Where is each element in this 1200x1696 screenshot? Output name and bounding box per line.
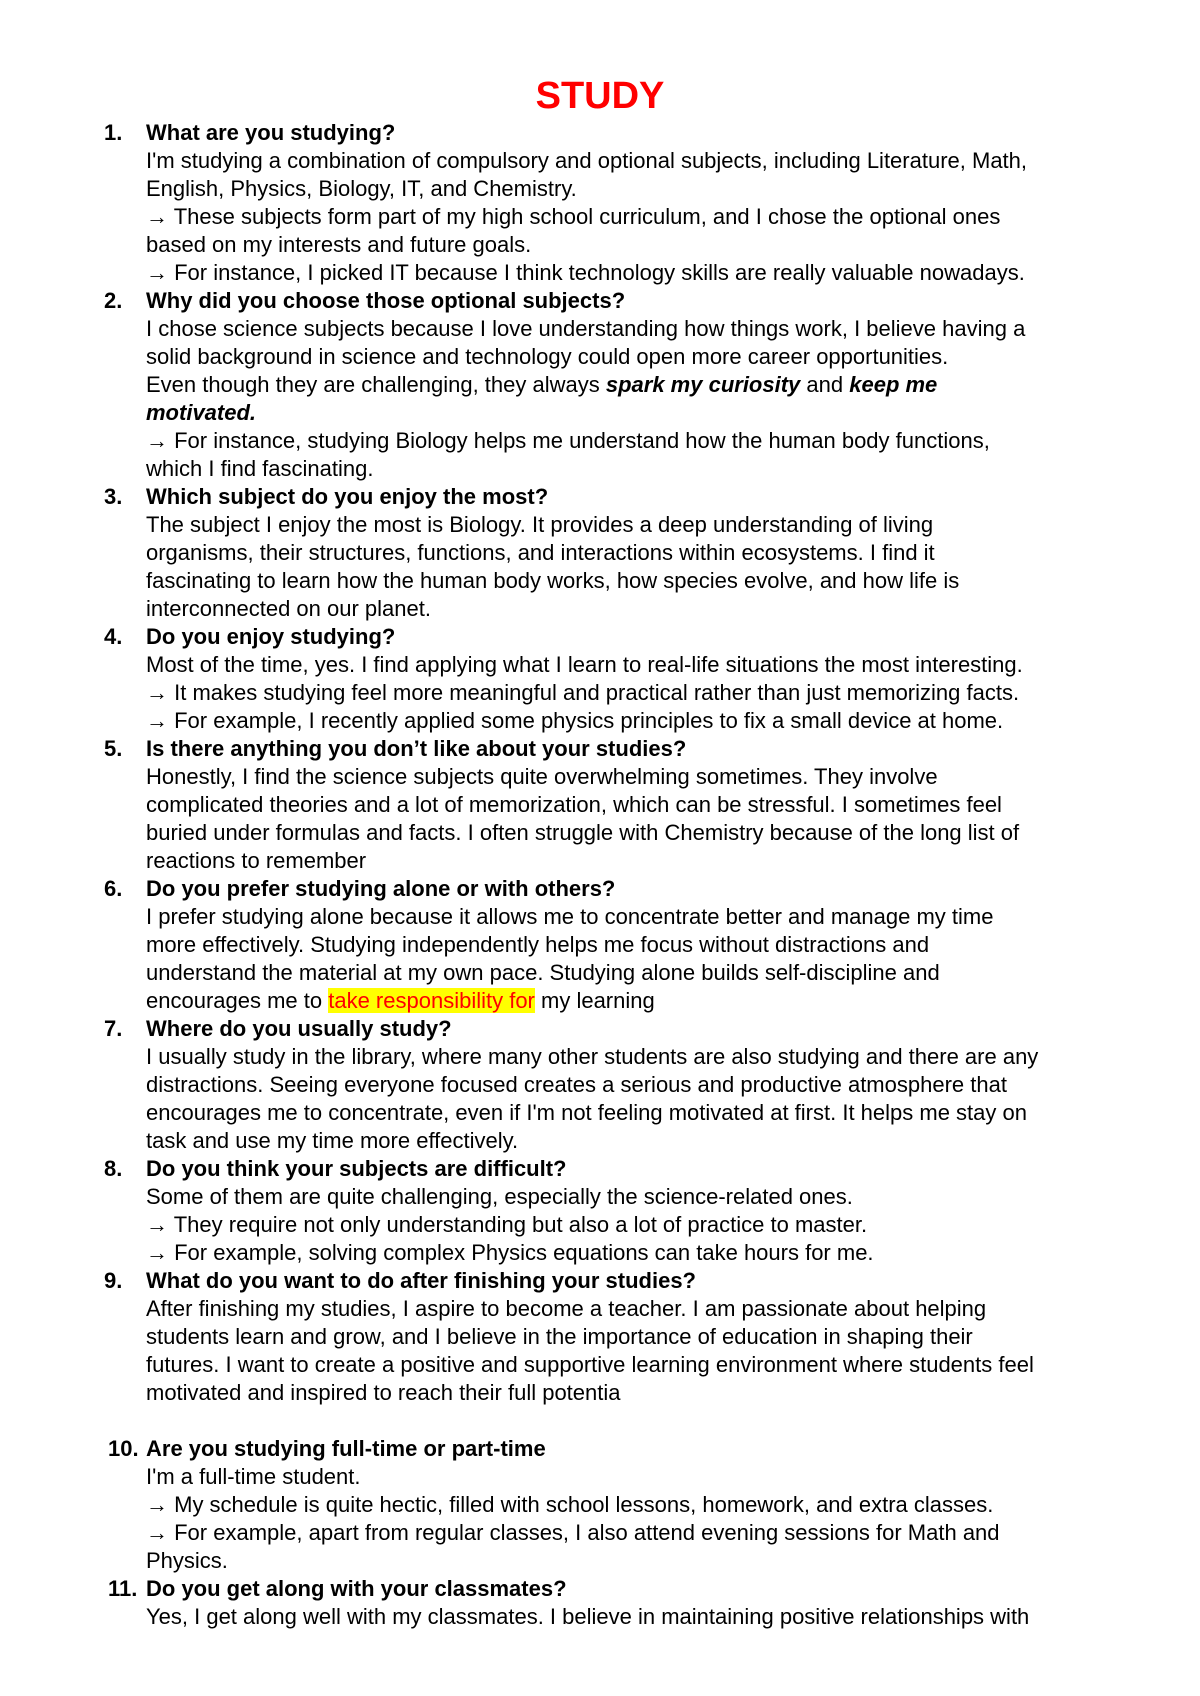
answer-line: motivated and inspired to reach their full potentia — [146, 1380, 621, 1405]
question-text: Do you enjoy studying? — [146, 624, 396, 649]
question-text: Is there anything you don’t like about your studies? — [146, 736, 687, 761]
answer-line: fascinating to learn how the human body works, how species evolve, and how life is — [146, 568, 960, 593]
answer-line: → My schedule is quite hectic, filled with school lessons, homework, and extra classes. — [146, 1492, 994, 1517]
answer-line: → These subjects form part of my high school curriculum, and I chose the optional ones — [146, 204, 1001, 229]
question-text: Where do you usually study? — [146, 1016, 452, 1041]
answer-line: interconnected on our planet. — [146, 596, 431, 621]
answer-line: Some of them are quite challenging, especially the science-related ones. — [146, 1184, 853, 1209]
answer-line: I usually study in the library, where many other students are also studying and there are any — [146, 1044, 1039, 1069]
question-text: Do you think your subjects are difficult? — [146, 1156, 567, 1181]
answer-line: I chose science subjects because I love understanding how things work, I believe having a — [146, 316, 1026, 341]
answer-line — [146, 371, 937, 399]
answer-line: After finishing my studies, I aspire to become a teacher. I am passionate about helping — [146, 1296, 987, 1321]
answer-line: → For instance, studying Biology helps me understand how the human body functions, — [146, 428, 990, 453]
question-number: 2. — [104, 288, 123, 313]
answer-line: I prefer studying alone because it allows me to concentrate better and manage my time — [146, 904, 994, 929]
answer-line: based on my interests and future goals. — [146, 232, 532, 257]
question-number: 9. — [104, 1268, 123, 1293]
answer-line: understand the material at my own pace. Studying alone builds self-discipline and — [146, 960, 940, 985]
answer-line: reactions to remember — [146, 848, 367, 873]
question-number: 5. — [104, 736, 123, 761]
highlighted-text: take responsibility for — [328, 988, 535, 1013]
emphasis-text: keep me — [849, 372, 938, 397]
answer-line: → They require not only understanding but also a lot of practice to master. — [146, 1212, 868, 1237]
answer-line: → For example, apart from regular classes, I also attend evening sessions for Math and — [146, 1520, 1000, 1545]
answer-line: which I find fascinating. — [146, 456, 374, 481]
question-number: 3. — [104, 484, 123, 509]
answer-text: Even though they are challenging, they always — [146, 372, 606, 397]
answer-line: I'm studying a combination of compulsory and optional subjects, including Literature, Math, — [146, 148, 1028, 173]
answer-line: → For instance, I picked IT because I think technology skills are really valuable nowadays. — [146, 260, 1025, 285]
answer-line: Most of the time, yes. I find applying what I learn to real-life situations the most interesting. — [146, 652, 1023, 677]
answer-text: and — [800, 372, 850, 397]
answer-line: English, Physics, Biology, IT, and Chemistry. — [146, 176, 577, 201]
answer-line: Physics. — [146, 1548, 228, 1573]
answer-line: more effectively. Studying independently helps me focus without distractions and — [146, 932, 930, 957]
answer-line: solid background in science and technology could open more career opportunities. — [146, 344, 949, 369]
answer-line: → It makes studying feel more meaningful and practical rather than just memorizing facts. — [146, 680, 1020, 705]
answer-line: distractions. Seeing everyone focused creates a serious and productive atmosphere that — [146, 1072, 1007, 1097]
answer-line: complicated theories and a lot of memorization, which can be stressful. I sometimes feel — [146, 792, 1002, 817]
answer-line: I'm a full-time student. — [146, 1464, 361, 1489]
answer-line: Honestly, I find the science subjects quite overwhelming sometimes. They involve — [146, 764, 938, 789]
question-text: Do you get along with your classmates? — [146, 1576, 567, 1601]
answer-line: buried under formulas and facts. I often struggle with Chemistry because of the long list of — [146, 820, 1020, 845]
question-text: Why did you choose those optional subjects? — [146, 288, 626, 313]
question-text: What do you want to do after finishing your studies? — [146, 1268, 696, 1293]
question-number: 8. — [104, 1156, 123, 1181]
answer-line: → For example, solving complex Physics equations can take hours for me. — [146, 1240, 874, 1265]
answer-line — [146, 987, 655, 1015]
answer-line: futures. I want to create a positive and supportive learning environment where students feel — [146, 1352, 1034, 1377]
emphasis-text: motivated. — [146, 400, 257, 425]
answer-line: organisms, their structures, functions, and interactions within ecosystems. I find it — [146, 540, 935, 565]
answer-line: → For example, I recently applied some physics principles to fix a small device at home. — [146, 708, 1004, 733]
question-number: 10. — [108, 1436, 139, 1461]
answer-line: The subject I enjoy the most is Biology. It provides a deep understanding of living — [146, 512, 934, 537]
document-title: STUDY — [535, 75, 665, 117]
answer-line: encourages me to concentrate, even if I'm not feeling motivated at first. It helps me stay on — [146, 1100, 1027, 1125]
question-number: 4. — [104, 624, 123, 649]
question-number: 11. — [108, 1576, 138, 1601]
question-text: Are you studying full-time or part-time — [146, 1436, 546, 1461]
question-number: 1. — [104, 120, 123, 145]
question-number: 6. — [104, 876, 123, 901]
question-text: Do you prefer studying alone or with others? — [146, 876, 616, 901]
answer-text: my learning — [534, 988, 655, 1013]
question-text: Which subject do you enjoy the most? — [146, 484, 549, 509]
emphasis-text: spark my curiosity — [605, 372, 801, 397]
answer-line: Yes, I get along well with my classmates. I believe in maintaining positive relationships with — [146, 1604, 1030, 1629]
question-number: 7. — [104, 1016, 123, 1041]
answer-line: task and use my time more effectively. — [146, 1128, 519, 1153]
answer-text: encourages me to — [146, 988, 329, 1013]
answer-line: students learn and grow, and I believe in the importance of education in shaping their — [146, 1324, 973, 1349]
question-text: What are you studying? — [146, 120, 396, 145]
